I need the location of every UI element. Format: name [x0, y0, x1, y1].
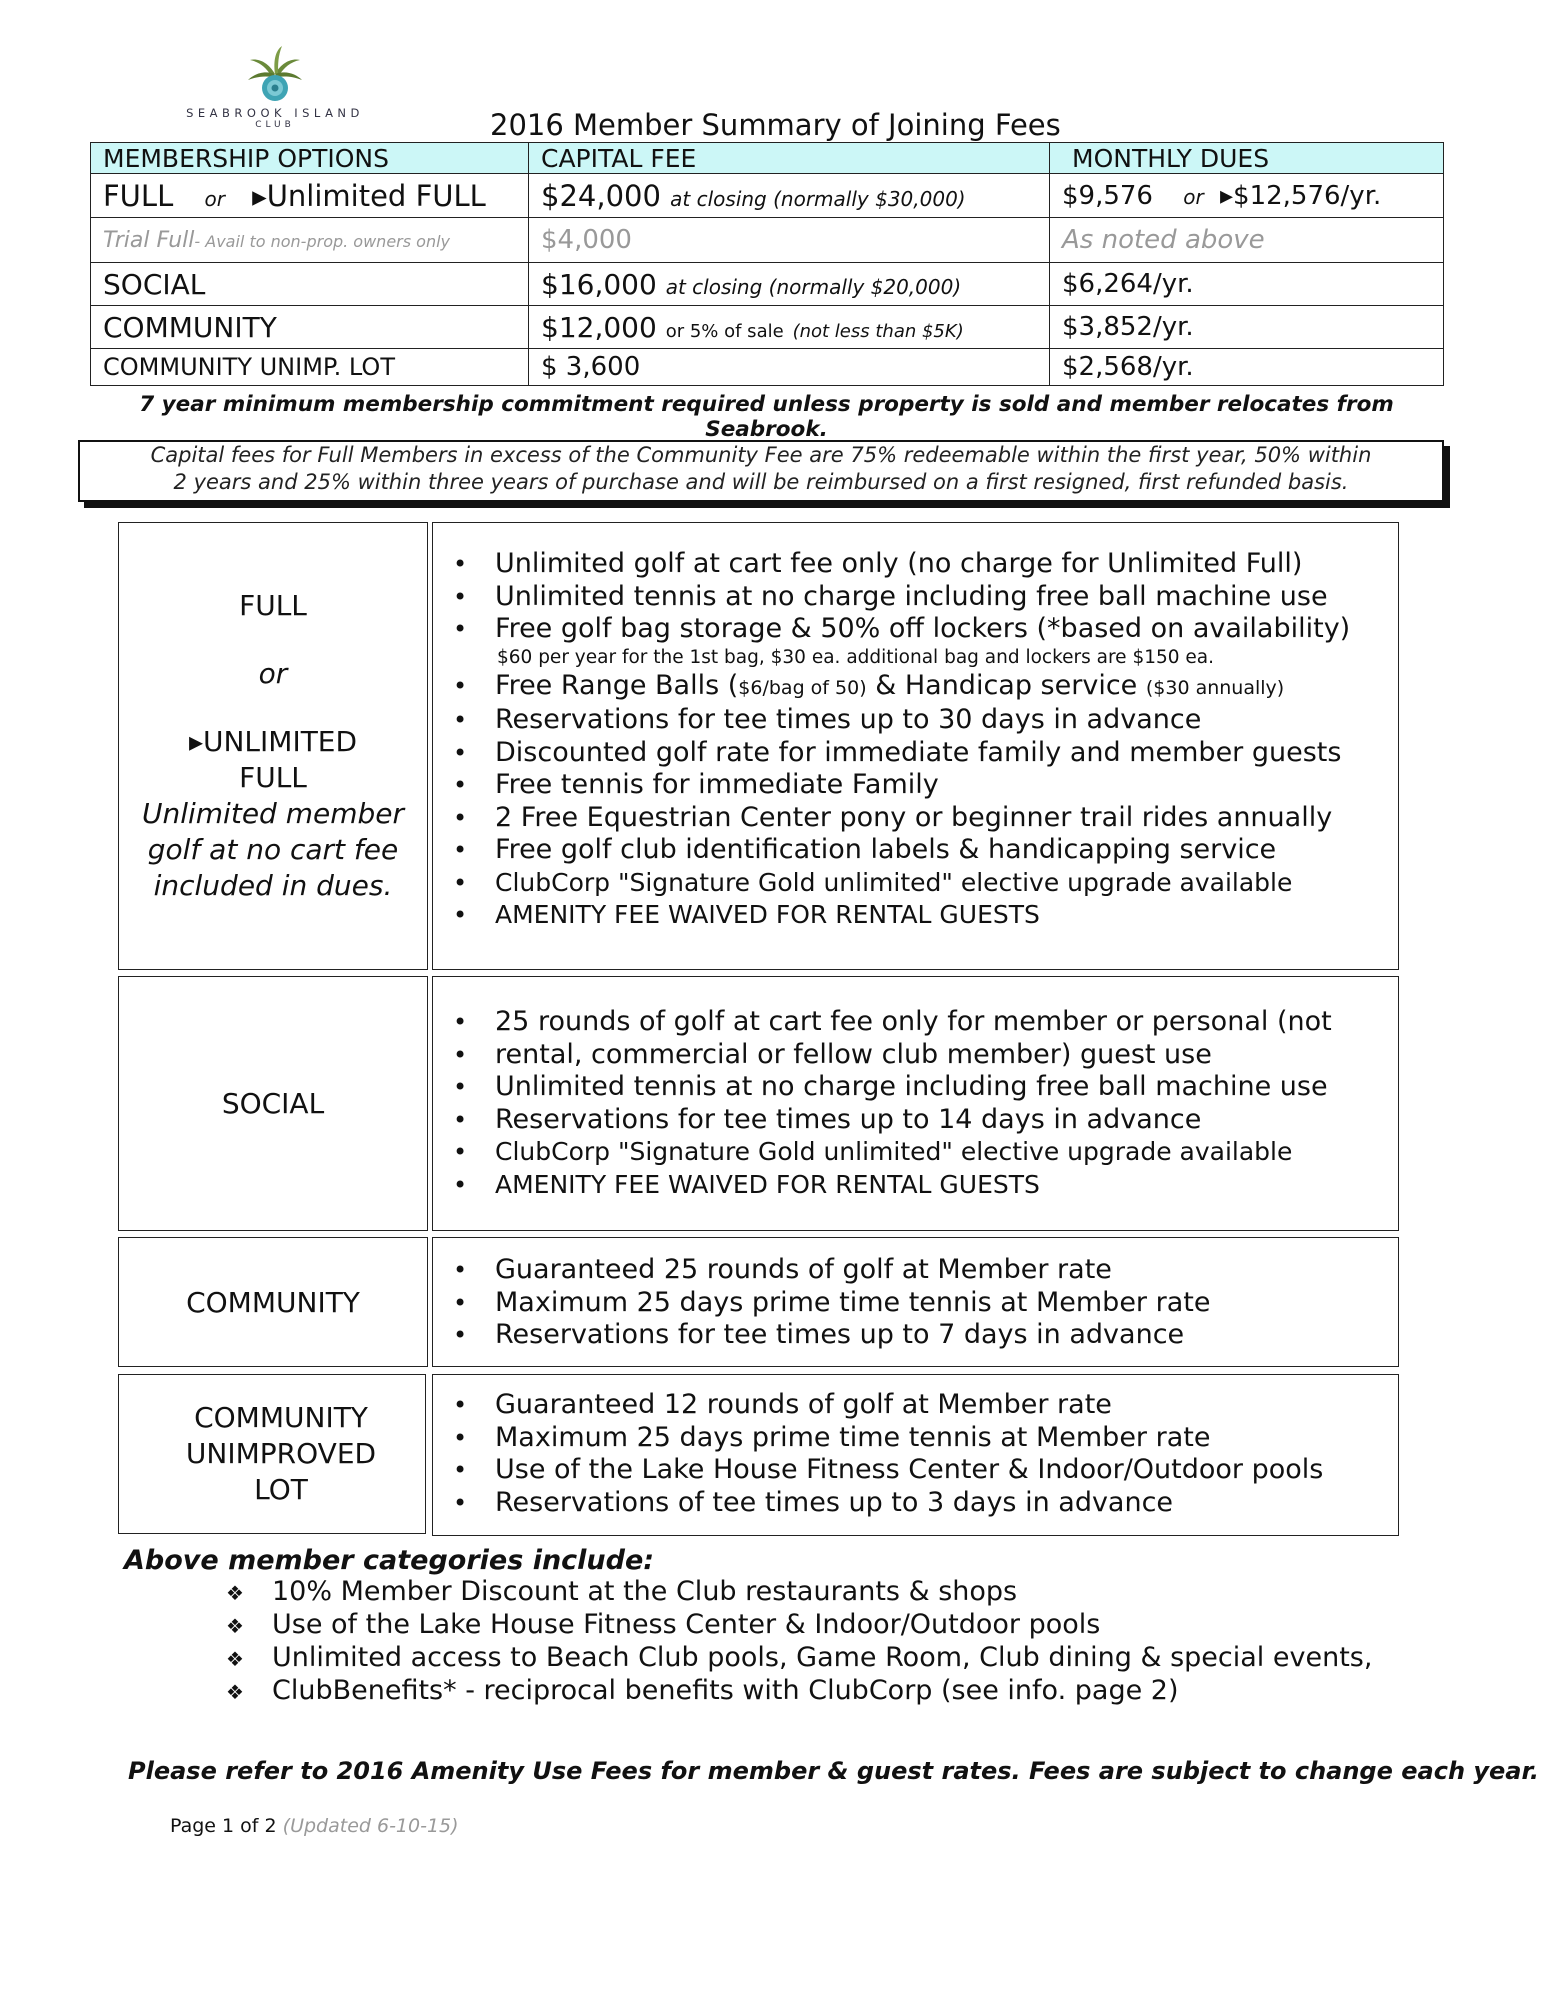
fee-row-lot	[91, 349, 1444, 386]
dues-trial: As noted above	[1050, 218, 1444, 263]
section-community-label: COMMUNITY	[118, 1237, 428, 1367]
diamond-bullet-icon: ❖	[226, 1614, 244, 1638]
capital-fee-full: $24,000 at closing (normally $30,000)	[529, 174, 1050, 218]
includes-heading: Above member categories include:	[124, 1545, 655, 1576]
fee-row-social	[91, 263, 1444, 306]
page-footer	[170, 1815, 459, 1837]
list-item: ❖ Use of the Lake House Fitness Center & Indoor/Outdoor pools	[226, 1609, 1101, 1640]
list-item-note: $60 per year for the 1st bag, $30 ea. additional bag and lockers are $150 ea.	[497, 646, 1215, 668]
list-item: • Reservations for tee times up to 14 days in advance	[495, 1104, 1398, 1137]
list-item: • Use of the Lake House Fitness Center & Indoor/Outdoor pools	[495, 1454, 1398, 1487]
option-community: COMMUNITY	[91, 306, 529, 349]
section-full-label: FULL or ▸UNLIMITED FULL Unlimited member golf at no cart fee included in dues.	[118, 522, 428, 970]
section-lot-label: COMMUNITY UNIMPROVED LOT	[118, 1374, 426, 1534]
option-trial: Trial Full- Avail to non-prop. owners only	[91, 218, 529, 263]
logo-sub: CLUB	[255, 120, 295, 130]
dues-lot: $2,568/yr.	[1050, 349, 1444, 386]
list-item: • AMENITY FEE WAIVED FOR RENTAL GUESTS	[495, 1169, 1398, 1202]
list-item: • Guaranteed 12 rounds of golf at Member rate	[495, 1389, 1398, 1422]
commitment-note: 7 year minimum membership commitment required unless property is sold and member relocates from Seabrook.	[139, 392, 1394, 442]
header-monthly-dues: MONTHLY DUES	[1050, 143, 1444, 174]
fee-table-header	[91, 143, 1444, 174]
capital-fee-community: $12,000 or 5% of sale (not less than $5K)	[529, 306, 1050, 349]
capital-fee-note-box	[78, 440, 1444, 502]
fee-row-community	[91, 306, 1444, 349]
section-lot-benefits	[432, 1374, 1399, 1536]
logo-name: SEABROOK ISLAND	[186, 106, 364, 120]
page-number: Page 1 of 2	[170, 1815, 283, 1837]
capital-note-line-2: 2 years and 25% within three years of purchase and will be reimbursed on a first resigned, first refunded basis.	[173, 470, 1349, 494]
list-item: • AMENITY FEE WAIVED FOR RENTAL GUESTS	[495, 899, 1398, 932]
list-item: • ClubCorp "Signature Gold unlimited" elective upgrade available	[495, 867, 1398, 900]
list-item: • Unlimited tennis at no charge including free ball machine use	[495, 581, 1398, 614]
list-item: • Free golf bag storage & 50% off lockers (*based on availability)	[495, 613, 1398, 646]
list-item: • Free tennis for immediate Family	[495, 769, 1398, 802]
diamond-bullet-icon: ❖	[226, 1680, 244, 1704]
capital-fee-social: $16,000 at closing (normally $20,000)	[529, 263, 1050, 306]
list-item: • Unlimited golf at cart fee only (no charge for Unlimited Full)	[495, 548, 1398, 581]
dues-social: $6,264/yr.	[1050, 263, 1444, 306]
updated-date: (Updated 6-10-15)	[282, 1815, 459, 1837]
list-item: ❖ Unlimited access to Beach Club pools, Game Room, Club dining & special events,	[226, 1642, 1373, 1673]
header-capital-fee: CAPITAL FEE	[529, 143, 1050, 174]
list-item: • Maximum 25 days prime time tennis at Member rate	[495, 1287, 1398, 1320]
header-membership-options: MEMBERSHIP OPTIONS	[91, 143, 529, 174]
club-logo	[165, 44, 385, 130]
includes-list	[226, 1576, 1372, 1708]
section-full-benefits	[432, 522, 1399, 970]
option-social: SOCIAL	[91, 263, 529, 306]
diamond-bullet-icon: ❖	[226, 1647, 244, 1671]
list-item: • Maximum 25 days prime time tennis at Member rate	[495, 1422, 1398, 1455]
list-item: ❖ 10% Member Discount at the Club restaurants & shops	[226, 1576, 1018, 1607]
list-item: • Free golf club identification labels & handicapping service	[495, 834, 1398, 867]
list-item: • Reservations for tee times up to 30 days in advance	[495, 704, 1398, 737]
fee-row-full	[91, 174, 1444, 218]
capital-note-line-1: Capital fees for Full Members in excess of the Community Fee are 75% redeemable within the first year, 50% within	[150, 443, 1372, 467]
list-item: • Discounted golf rate for immediate family and member guests	[495, 737, 1398, 770]
diamond-bullet-icon: ❖	[226, 1581, 244, 1605]
palm-shell-icon	[240, 44, 310, 104]
capital-fee-lot: $ 3,600	[529, 349, 1050, 386]
list-item: • Unlimited tennis at no charge including free ball machine use	[495, 1071, 1398, 1104]
section-social-label: SOCIAL	[118, 976, 428, 1231]
dues-community: $3,852/yr.	[1050, 306, 1444, 349]
list-item: • 2 Free Equestrian Center pony or beginner trail rides annually	[495, 802, 1398, 835]
list-item: • ClubCorp "Signature Gold unlimited" elective upgrade available	[495, 1136, 1398, 1169]
list-item: • Reservations of tee times up to 3 days in advance	[495, 1487, 1398, 1520]
dues-full: $9,576 or ▸$12,576/yr.	[1050, 174, 1444, 218]
list-item-continued: • rental, commercial or fellow club member) guest use	[495, 1039, 1398, 1072]
list-item: • Free Range Balls ($6/bag of 50) & Handicap service ($30 annually)	[495, 670, 1398, 705]
list-item: • Guaranteed 25 rounds of golf at Member rate	[495, 1254, 1398, 1287]
fee-table	[90, 142, 1444, 386]
capital-fee-trial: $4,000	[529, 218, 1050, 263]
section-social-benefits	[432, 976, 1399, 1231]
option-full: FULL or ▸Unlimited FULL	[91, 174, 529, 218]
page-title: 2016 Member Summary of Joining Fees	[490, 108, 1061, 142]
refer-note: Please refer to 2016 Amenity Use Fees for member & guest rates. Fees are subject to change each year.	[128, 1757, 1540, 1785]
section-community-benefits	[432, 1237, 1399, 1367]
option-lot: COMMUNITY UNIMP. LOT	[91, 349, 529, 386]
list-item: ❖ ClubBenefits* - reciprocal benefits with ClubCorp (see info. page 2)	[226, 1675, 1179, 1706]
fee-row-trial	[91, 218, 1444, 263]
list-item: • Reservations for tee times up to 7 days in advance	[495, 1319, 1398, 1352]
list-item: • 25 rounds of golf at cart fee only for member or personal (not	[495, 1006, 1398, 1039]
